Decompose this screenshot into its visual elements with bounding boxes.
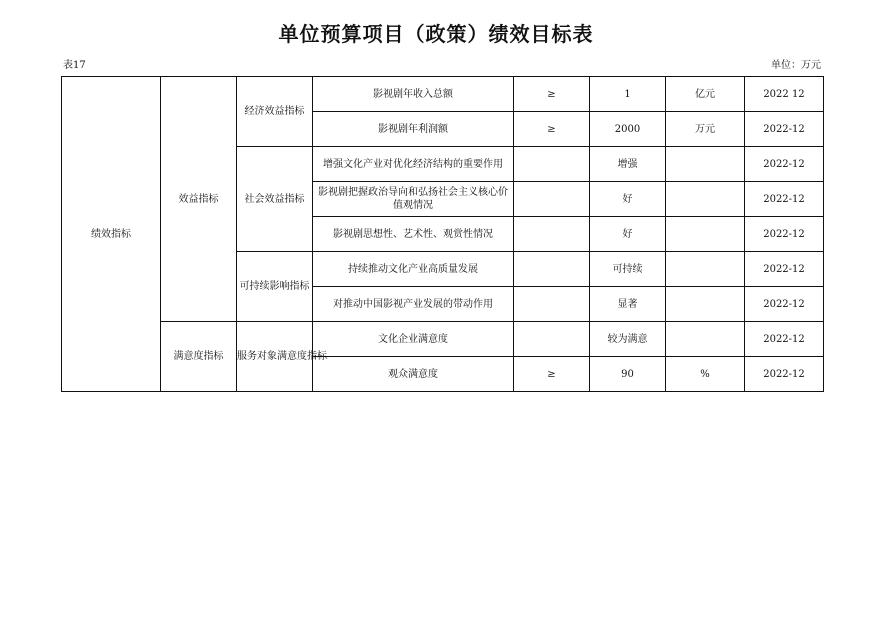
indicator-name: 观众满意度 — [313, 357, 514, 392]
indicator-name: 影视剧年利润额 — [313, 112, 514, 147]
indicator-date: 2022-12 — [745, 287, 824, 322]
subgroup-label-social: 社会效益指标 — [237, 147, 313, 252]
indicator-operator: ≥ — [514, 77, 590, 112]
indicator-date: 2022-12 — [745, 252, 824, 287]
indicator-name: 对推动中国影视产业发展的带动作用 — [313, 287, 514, 322]
indicator-operator — [514, 147, 590, 182]
subgroup-label-sustainable: 可持续影响指标 — [237, 252, 313, 322]
indicator-value: 较为满意 — [590, 322, 666, 357]
indicator-unit — [666, 287, 745, 322]
indicator-unit — [666, 252, 745, 287]
indicator-operator: ≥ — [514, 112, 590, 147]
indicator-name: 影视剧思想性、艺术性、观赏性情况 — [313, 217, 514, 252]
indicator-operator — [514, 217, 590, 252]
indicator-unit — [666, 182, 745, 217]
indicator-date: 2022-12 — [745, 182, 824, 217]
indicator-name: 影视剧年收入总额 — [313, 77, 514, 112]
indicator-name: 持续推动文化产业高质量发展 — [313, 252, 514, 287]
indicator-operator — [514, 182, 590, 217]
indicator-value: 显著 — [590, 287, 666, 322]
indicator-value: 90 — [590, 357, 666, 392]
indicator-unit: 万元 — [666, 112, 745, 147]
indicator-unit: 亿元 — [666, 77, 745, 112]
table-number: 表17 — [63, 60, 86, 71]
indicator-operator — [514, 322, 590, 357]
indicator-operator — [514, 252, 590, 287]
indicator-date: 2022-12 — [745, 147, 824, 182]
table-row — [62, 77, 824, 112]
level1-label: 绩效指标 — [62, 77, 161, 392]
subgroup-label-economic: 经济效益指标 — [237, 77, 313, 147]
indicator-operator: ≥ — [514, 357, 590, 392]
indicator-operator — [514, 287, 590, 322]
indicator-value: 1 — [590, 77, 666, 112]
indicator-name: 文化企业满意度 — [313, 322, 514, 357]
indicator-date: 2022-12 — [745, 217, 824, 252]
indicator-unit — [666, 217, 745, 252]
indicator-value: 可持续 — [590, 252, 666, 287]
indicator-date: 2022 12 — [745, 77, 824, 112]
indicator-date: 2022-12 — [745, 357, 824, 392]
indicator-value: 增强 — [590, 147, 666, 182]
indicator-unit — [666, 147, 745, 182]
table-row — [62, 322, 824, 357]
indicator-unit: % — [666, 357, 745, 392]
page-title: 单位预算项目（政策）绩效目标表 — [278, 22, 594, 46]
indicator-value: 2000 — [590, 112, 666, 147]
indicator-name: 增强文化产业对优化经济结构的重要作用 — [313, 147, 514, 182]
indicator-unit — [666, 322, 745, 357]
group-label-benefit: 效益指标 — [161, 77, 237, 322]
performance-table — [61, 76, 824, 392]
indicator-name: 影视剧把握政治导向和弘扬社会主义核心价值观情况 — [313, 182, 514, 217]
unit-label: 单位：万元 — [771, 60, 821, 71]
indicator-value: 好 — [590, 182, 666, 217]
indicator-date: 2022-12 — [745, 112, 824, 147]
group-label-satisfaction: 满意度指标 — [161, 322, 237, 392]
indicator-value: 好 — [590, 217, 666, 252]
indicator-date: 2022-12 — [745, 322, 824, 357]
subgroup-label-service-satisfaction: 服务对象满意度指标 — [237, 322, 313, 392]
